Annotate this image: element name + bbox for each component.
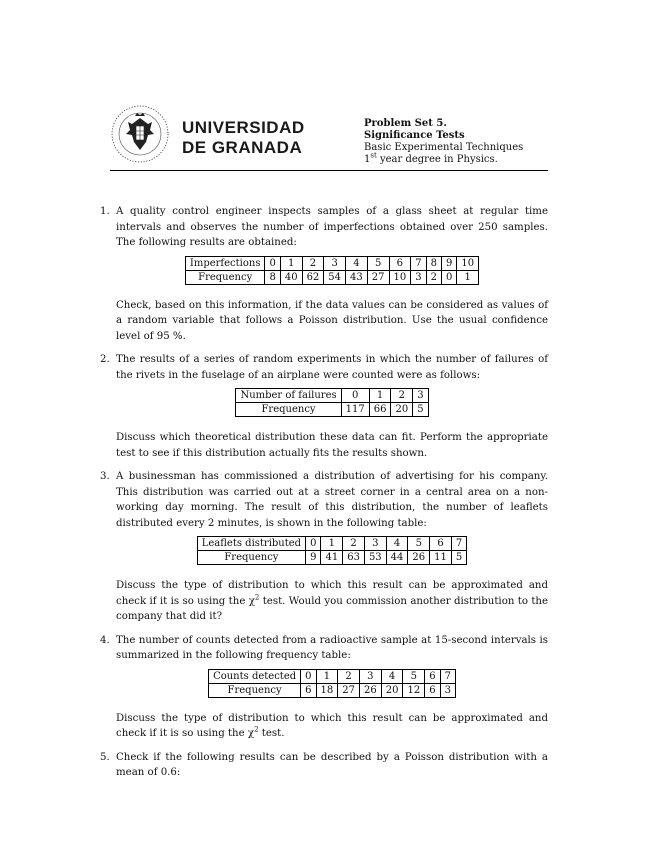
table-row <box>197 537 467 551</box>
problem-number: 5. <box>100 751 110 763</box>
table-cell: 20 <box>391 403 413 417</box>
problem-intro: A quality control engineer inspects samples of a glass sheet at regular time intervals and observes the number of imperfections obtained over 250 samples. The following results are obtained: <box>116 206 548 248</box>
table-row <box>236 403 428 417</box>
row-label: Frequency <box>236 403 341 417</box>
table-cell: 44 <box>386 551 408 565</box>
table-cell: 11 <box>430 551 452 565</box>
table-row <box>209 683 456 697</box>
table-cell: 26 <box>359 683 381 697</box>
chi-square-exponent: 2 <box>254 593 260 602</box>
university-name-line1: UNIVERSIDAD <box>182 118 305 137</box>
problem-number: 2. <box>100 354 110 365</box>
table-cell: 2 <box>391 389 413 403</box>
table-cell: 9 <box>306 551 321 565</box>
frequency-table <box>235 388 428 417</box>
problem-number: 1. <box>100 206 110 217</box>
university-seal-logo <box>110 104 170 164</box>
table-cell: 3 <box>364 537 386 551</box>
table-cell: 12 <box>403 683 425 697</box>
table-cell: 1 <box>321 537 343 551</box>
problem-4 <box>100 633 548 742</box>
row-label: Frequency <box>185 270 265 284</box>
table-cell: 3 <box>411 270 426 284</box>
table-row <box>209 669 456 683</box>
table-cell: 2 <box>302 256 324 270</box>
table-cell: 6 <box>430 537 452 551</box>
table-cell: 6 <box>425 683 440 697</box>
table-cell: 3 <box>440 683 455 697</box>
frequency-table <box>197 536 468 565</box>
table-cell: 41 <box>321 551 343 565</box>
university-name-line2: DE GRANADA <box>182 138 303 157</box>
table-cell: 53 <box>364 551 386 565</box>
frequency-table <box>185 256 479 285</box>
table-cell: 0 <box>341 389 369 403</box>
table-cell: 5 <box>413 403 428 417</box>
frequency-table <box>208 669 456 698</box>
table-cell: 0 <box>265 256 280 270</box>
row-label: Frequency <box>209 683 301 697</box>
table-cell: 0 <box>301 669 316 683</box>
table-cell: 43 <box>346 270 368 284</box>
header <box>110 104 548 168</box>
table-cell: 6 <box>425 669 440 683</box>
table-cell: 3 <box>359 669 381 683</box>
row-label: Counts detected <box>209 669 301 683</box>
table-cell: 8 <box>265 270 280 284</box>
course-name: Basic Experimental Techniques <box>364 142 524 153</box>
course-year <box>364 151 523 166</box>
table-cell: 2 <box>426 270 441 284</box>
table-cell: 4 <box>386 537 408 551</box>
problem-intro: Check if the following results can be described by a Poisson distribution with a mean of 0.6: <box>116 751 548 778</box>
table-cell: 62 <box>302 270 324 284</box>
table-cell: 54 <box>324 270 346 284</box>
problem-set-title: Problem Set 5. <box>364 118 447 129</box>
table-cell: 6 <box>301 683 316 697</box>
problem-intro: A businessman has commissioned a distribution of advertising for his company. This distribution was carried out at a street corner in a central area on a non-working day morning. The result of this distribution, the number of leaflets distributed every 2 minutes, is shown in the following table: <box>116 471 548 529</box>
table-cell: 10 <box>389 270 411 284</box>
problem-1 <box>100 204 548 344</box>
table-cell: 1 <box>369 389 391 403</box>
table-cell: 27 <box>338 683 360 697</box>
table-cell: 117 <box>341 403 369 417</box>
problem-3 <box>100 469 548 625</box>
year-number: 1 <box>364 154 371 165</box>
problem-number: 4. <box>100 634 110 646</box>
problem-2 <box>100 352 548 461</box>
table-cell: 18 <box>316 683 338 697</box>
row-label: Leaflets distributed <box>197 537 305 551</box>
table-row <box>185 256 478 270</box>
question-text: Discuss the type of distribution to which this result can be approximated and check if it is so using the χ <box>116 580 548 607</box>
table-cell: 5 <box>403 669 425 683</box>
table-cell: 7 <box>440 669 455 683</box>
problem-intro: The results of a series of random experiments in which the number of failures of the rivets in the fuselage of an airplane were counted were as follows: <box>116 354 548 381</box>
row-label: Number of failures <box>236 389 341 403</box>
problem-5 <box>100 750 548 781</box>
table-cell: 9 <box>441 256 456 270</box>
row-label: Imperfections <box>185 256 265 270</box>
table-cell: 27 <box>367 270 389 284</box>
problem-list <box>100 204 548 789</box>
table-cell: 8 <box>426 256 441 270</box>
table-cell: 5 <box>408 537 430 551</box>
table-cell: 7 <box>411 256 426 270</box>
table-cell: 5 <box>367 256 389 270</box>
problem-number: 3. <box>100 471 110 482</box>
year-ordinal: st <box>370 151 377 160</box>
table-cell: 66 <box>369 403 391 417</box>
question-text: test. Would you commission another distribution to the company that did it? <box>116 595 549 622</box>
table-row <box>185 270 478 284</box>
table-cell: 6 <box>389 256 411 270</box>
table-cell: 63 <box>343 551 365 565</box>
table-cell: 0 <box>441 270 456 284</box>
table-cell: 1 <box>280 256 302 270</box>
table-cell: 7 <box>451 537 466 551</box>
question-text: Discuss the type of distribution to which this result can be approximated and check if it is so using the χ <box>116 712 548 739</box>
table-cell: 3 <box>324 256 346 270</box>
row-label: Frequency <box>197 551 305 565</box>
question-text: test. <box>258 728 285 739</box>
table-row <box>197 551 467 565</box>
problem-question <box>116 711 548 742</box>
header-divider <box>110 170 548 171</box>
table-row <box>236 389 428 403</box>
table-cell: 4 <box>346 256 368 270</box>
table-cell: 26 <box>408 551 430 565</box>
chi-square-exponent: 2 <box>254 725 259 734</box>
table-cell: 20 <box>381 683 403 697</box>
table-cell: 2 <box>338 669 360 683</box>
table-cell: 40 <box>280 270 302 284</box>
table-cell: 1 <box>316 669 338 683</box>
table-cell: 2 <box>343 537 365 551</box>
problem-intro: The number of counts detected from a radioactive sample at 15-second intervals is summarized in the following frequency table: <box>116 634 548 661</box>
year-text: year degree in Physics. <box>376 154 498 165</box>
university-name <box>182 118 305 158</box>
topic-title: Significance Tests <box>364 130 465 141</box>
problem-question: Discuss which theoretical distribution these data can fit. Perform the appropriate test to see if this distribution actually fits the results shown. <box>116 432 548 459</box>
table-cell: 10 <box>457 256 479 270</box>
problem-question <box>116 578 548 625</box>
table-cell: 1 <box>457 270 479 284</box>
course-info <box>364 118 523 166</box>
table-cell: 4 <box>381 669 403 683</box>
table-cell: 5 <box>451 551 466 565</box>
table-cell: 0 <box>306 537 321 551</box>
table-cell: 3 <box>413 389 428 403</box>
problem-question: Check, based on this information, if the data values can be considered as values of a random variable that follows a Poisson distribution. Use the usual confidence level of 95 %. <box>116 299 548 342</box>
